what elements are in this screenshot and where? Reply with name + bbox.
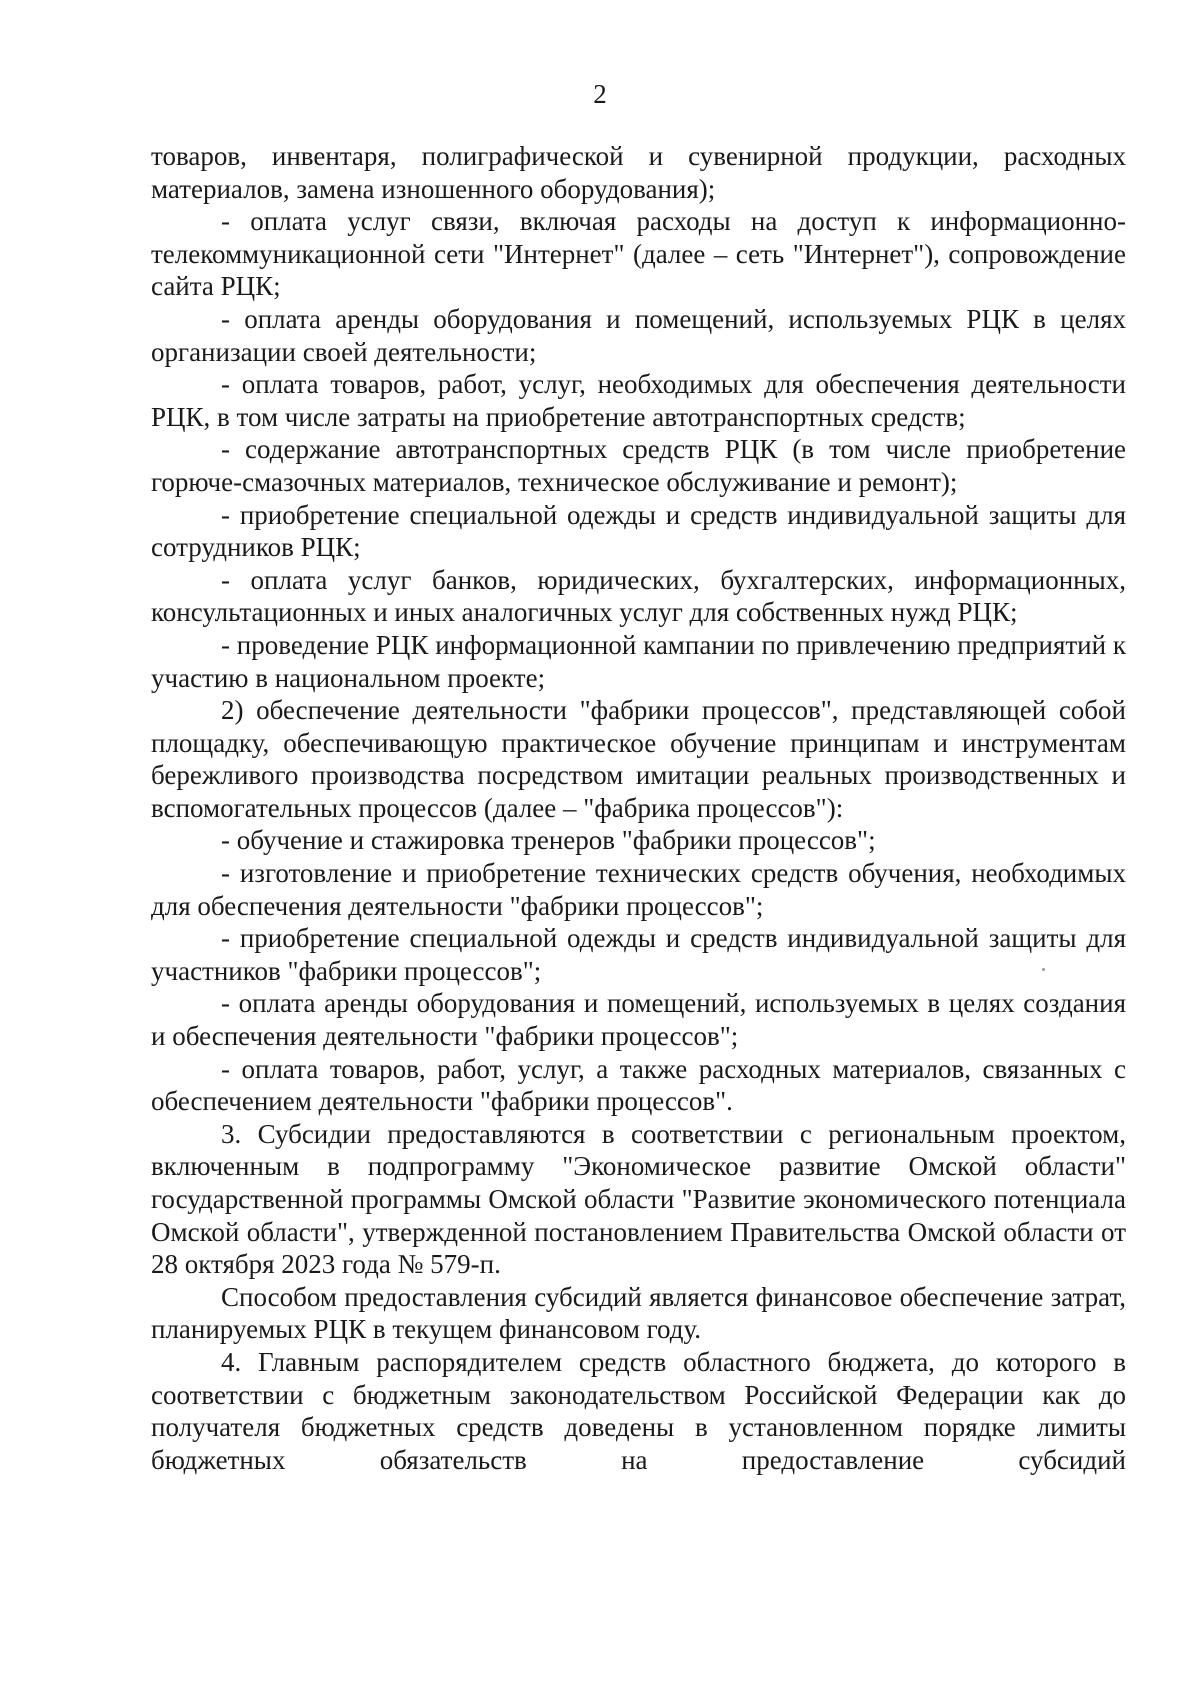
paragraph: - проведение РЦК информационной кампании по привлечению предприятий к участию в национальном проекте; [151,629,1126,693]
paragraph: Способом предоставления субсидий является финансовое обеспечение затрат, планируемых РЦК в текущем финансовом году. [151,1281,1126,1345]
paragraph: - обучение и стажировка тренеров "фабрики процессов"; [221,825,876,856]
paragraph: 2) обеспечение деятельности "фабрики процессов", представляющей собой площадку, обеспечивающую практическое обучение принципам и инструментам бережливого производства посредством имитации реальных производственных и вспомогательных процессов (далее – "фабрика процессов"): [151,695,1126,823]
document-body [151,140,1126,1476]
paragraph: - оплата товаров, работ, услуг, а также расходных материалов, связанных с обеспечением деятельности "фабрики процессов". [151,1053,1126,1117]
paragraph: - содержание автотранспортных средств РЦК (в том числе приобретение горюче-смазочных материалов, техническое обслуживание и ремонт); [151,434,1126,497]
scan-speck [1042,968,1045,971]
page-number: 2 [593,79,607,109]
paragraph: 3. Субсидии предоставляются в соответствии с региональным проектом, включенным в подпрограмму "Экономическое развитие Омской области" государственной программы Омской области "Развитие экономического потенциала Омской области", утвержденной постановлением Правительства Омской области от 28 октября 2023 года № 579-п. [151,1118,1126,1280]
paragraph: товаров, инвентаря, полиграфической и сувенирной продукции, расходных материалов, замена изношенного оборудования); [151,141,1126,204]
paragraph: - оплата услуг связи, включая расходы на доступ к информационно-телекоммуникационной сети "Интернет" (далее – сеть "Интернет"), сопровождение сайта РЦК; [151,206,1126,302]
paragraph: - оплата аренды оборудования и помещений, используемых в целях создания и обеспечения деятельности "фабрики процессов"; [151,988,1126,1052]
paragraph: 4. Главным распорядителем средств областного бюджета, до которого в соответствии с бюджетным законодательством Российской Федерации как до получателя бюджетных средств доведены в установленном порядке лимиты бюджетных обязательств на предоставление субсидий [151,1346,1126,1475]
paragraph: - изготовление и приобретение технических средств обучения, необходимых для обеспечения деятельности "фабрики процессов"; [151,858,1126,921]
paragraph: - приобретение специальной одежды и средств индивидуальной защиты для участников "фабрики процессов"; [151,923,1126,986]
paragraph: - оплата услуг банков, юридических, бухгалтерских, информационных, консультационных и иных аналогичных услуг для собственных нужд РЦК; [151,564,1126,628]
paragraph: - оплата товаров, работ, услуг, необходимых для обеспечения деятельности РЦК, в том числе затраты на приобретение автотранспортных средств; [151,369,1126,432]
paragraph: - приобретение специальной одежды и средств индивидуальной защиты для сотрудников РЦК; [151,499,1126,563]
paragraph: - оплата аренды оборудования и помещений, используемых РЦК в целях организации своей деятельности; [151,303,1126,367]
